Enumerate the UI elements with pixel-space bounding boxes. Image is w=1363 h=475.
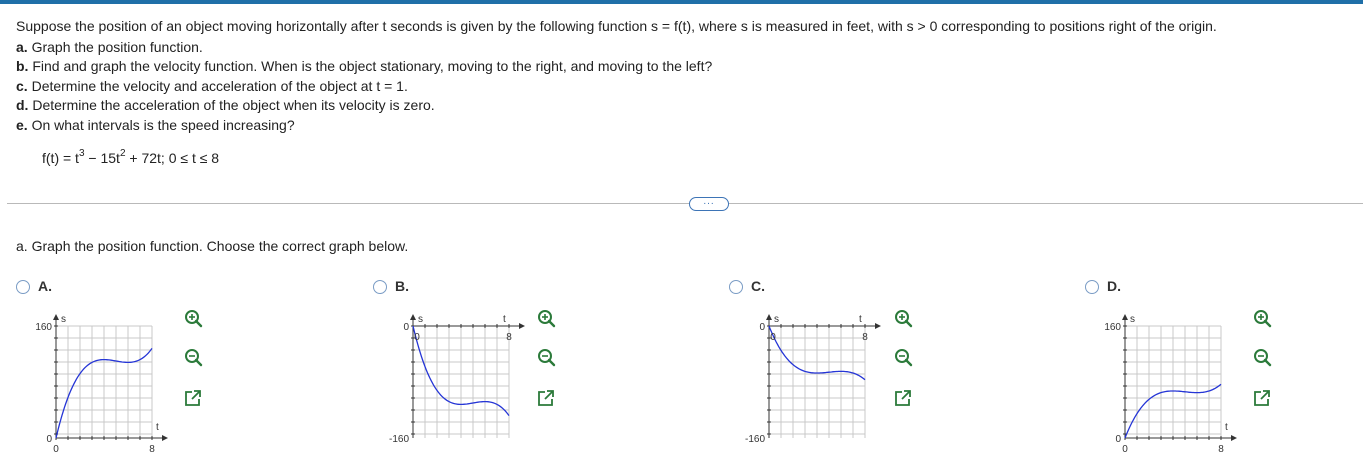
zoom-in-icon[interactable] (183, 309, 203, 329)
section-divider (7, 203, 1363, 204)
t-axis-arrow (162, 435, 168, 441)
t-axis-arrow (519, 323, 525, 329)
choice-c-y-axis-label: s (774, 314, 779, 325)
zoom-in-icon[interactable] (1252, 309, 1272, 329)
open-new-window-icon[interactable] (183, 388, 203, 408)
choice-c-radio[interactable] (729, 280, 743, 294)
choice-c[interactable] (729, 276, 989, 446)
t-axis-arrow (875, 323, 881, 329)
choice-b-x-axis-label: t (503, 314, 506, 325)
question-text (16, 17, 1217, 135)
choice-a-y-tick-top: 160 (35, 322, 52, 333)
choice-d-y-tick-bottom: 0 (1115, 434, 1121, 445)
choice-a[interactable] (16, 276, 276, 455)
choice-a-x-axis-label: t (156, 422, 159, 433)
choice-c-x-tick-left: 0 (770, 332, 776, 343)
choice-b-grid (413, 326, 509, 438)
question-part-a: a. Graph the position function. (16, 38, 203, 55)
choice-a-y-tick-bottom: 0 (46, 434, 52, 445)
zoom-out-icon[interactable] (536, 348, 556, 368)
choice-b-y-axis-label: s (418, 314, 423, 325)
choice-d-y-tick-top: 160 (1104, 322, 1121, 333)
choice-a-y-axis-label: s (61, 314, 66, 325)
answer-prompt: a. Graph the position function. Choose the correct graph below. (16, 238, 409, 254)
choice-c-label: C. (751, 278, 765, 294)
choice-c-y-tick-top: 0 (759, 322, 765, 333)
choice-d-x-tick-right: 8 (1218, 444, 1224, 455)
open-new-window-icon[interactable] (1252, 388, 1272, 408)
question-part-c: c. Determine the velocity and acceleration of the object at t = 1. (16, 77, 408, 94)
choice-b-x-tick-left: 0 (414, 332, 420, 343)
choice-b-x-tick-right: 8 (506, 332, 512, 343)
choice-a-label: A. (38, 278, 52, 294)
choice-a-grid (56, 326, 152, 438)
choice-d[interactable] (1085, 276, 1345, 455)
choice-d-label: D. (1107, 278, 1121, 294)
choice-d-radio[interactable] (1085, 280, 1099, 294)
choice-c-x-tick-right: 8 (862, 332, 868, 343)
top-accent-bar (0, 0, 1363, 4)
zoom-out-icon[interactable] (1252, 348, 1272, 368)
choice-d-grid (1125, 326, 1221, 438)
s-axis-arrow (53, 314, 59, 320)
choice-c-graph (729, 302, 919, 452)
show-more-button[interactable]: ... (689, 197, 729, 211)
position-function-formula: $f(t) = t^3 - 15t^2 + 72t$; 0 ≤ t ≤ 8 (42, 148, 220, 166)
question-parts (16, 38, 1217, 136)
choice-a-graph (16, 302, 206, 455)
s-axis-arrow (410, 314, 416, 320)
s-axis-arrow (766, 314, 772, 320)
open-new-window-icon[interactable] (536, 388, 556, 408)
choice-a-x-tick-left: 0 (53, 444, 59, 455)
choice-d-y-axis-label: s (1130, 314, 1135, 325)
choice-b[interactable] (373, 276, 633, 446)
choice-b-y-tick-top: 0 (403, 322, 409, 333)
choice-a-x-tick-right: 8 (149, 444, 155, 455)
choice-d-x-axis-label: t (1225, 422, 1228, 433)
choice-c-grid (769, 326, 865, 438)
choice-d-graph (1085, 302, 1275, 455)
choice-a-radio[interactable] (16, 280, 30, 294)
choice-d-x-tick-left: 0 (1122, 444, 1128, 455)
choice-b-graph (373, 302, 563, 452)
zoom-in-icon[interactable] (536, 309, 556, 329)
question-intro: Suppose the position of an object moving horizontally after t seconds is given by the following function s = f(t), where s is measured in feet, with s > 0 corresponding to positions right of the origin. (16, 18, 1217, 34)
zoom-in-icon[interactable] (893, 309, 913, 329)
question-part-e: e. On what intervals is the speed increasing? (16, 116, 295, 133)
choice-b-radio[interactable] (373, 280, 387, 294)
open-new-window-icon[interactable] (893, 388, 913, 408)
question-part-b: b. Find and graph the velocity function. When is the object stationary, moving to the right, and moving to the left? (16, 58, 713, 74)
zoom-out-icon[interactable] (893, 348, 913, 368)
choice-b-y-tick-bottom: -160 (388, 434, 409, 445)
question-part-d: d. Determine the acceleration of the object when its velocity is zero. (16, 97, 435, 113)
t-axis-arrow (1231, 435, 1237, 441)
choice-b-label: B. (395, 278, 409, 294)
zoom-out-icon[interactable] (183, 348, 203, 368)
choice-c-y-tick-bottom: -160 (744, 434, 765, 445)
choice-c-x-axis-label: t (859, 314, 862, 325)
s-axis-arrow (1122, 314, 1128, 320)
